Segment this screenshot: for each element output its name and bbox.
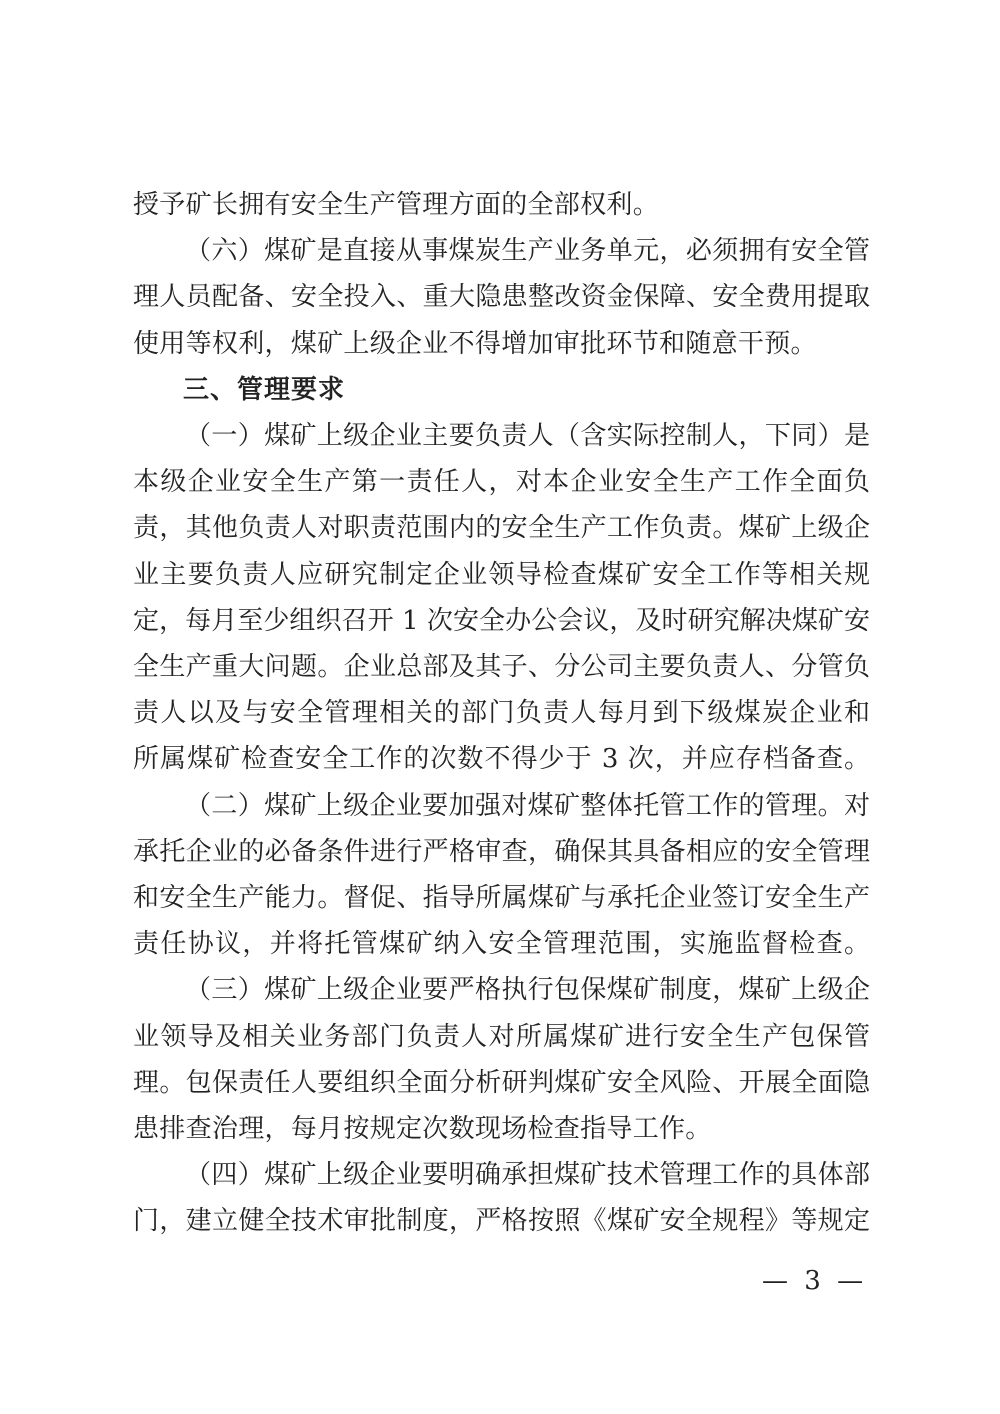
text-line: 授予矿长拥有安全生产管理方面的全部权利。	[133, 190, 660, 220]
text-line: 本级企业安全生产第一责任人，对本企业安全生产工作全面负	[133, 467, 870, 498]
text-line: （二）煤矿上级企业要加强对煤矿整体托管工作的管理。对	[185, 790, 870, 821]
text-line: 责任协议，并将托管煤矿纳入安全管理范围，实施监督检查。	[133, 929, 870, 960]
text-line: 业领导及相关业务部门负责人对所属煤矿进行安全生产包保管	[133, 1021, 870, 1052]
text-line: 责，其他负责人对职责范围内的安全生产工作负责。煤矿上级企	[133, 513, 870, 544]
text-line: 理。包保责任人要组织全面分析研判煤矿安全风险、开展全面隐	[133, 1067, 870, 1098]
text-line: （一）煤矿上级企业主要负责人（含实际控制人，下同）是	[185, 421, 870, 451]
text-line: 承托企业的必备条件进行严格审查，确保其具备相应的安全管理	[133, 836, 870, 867]
text-line: 理人员配备、安全投入、重大隐患整改资金保障、安全费用提取	[133, 282, 870, 313]
text-line: 所属煤矿检查安全工作的次数不得少于 3 次，并应存档备查。	[133, 744, 870, 775]
text-line: 定，每月至少组织召开 1 次安全办公会议，及时研究解决煤矿安	[133, 605, 870, 636]
text-line: （四）煤矿上级企业要明确承担煤矿技术管理工作的具体部	[185, 1160, 870, 1191]
text-line: 和安全生产能力。督促、指导所属煤矿与承托企业签订安全生产	[133, 883, 870, 913]
text-line: （六）煤矿是直接从事煤炭生产业务单元，必须拥有安全管	[185, 236, 870, 267]
text-line: 患排查治理，每月按规定次数现场检查指导工作。	[133, 1114, 712, 1144]
text-line: 业主要负责人应研究制定企业领导检查煤矿安全工作等相关规	[133, 559, 870, 590]
section-heading: 三、管理要求	[183, 374, 346, 405]
text-line: 全生产重大问题。企业总部及其子、分公司主要负责人、分管负	[133, 652, 870, 682]
page-number: — 3 —	[762, 1266, 868, 1296]
text-line: （三）煤矿上级企业要严格执行包保煤矿制度，煤矿上级企	[185, 975, 870, 1006]
text-line: 责人以及与安全管理相关的部门负责人每月到下级煤炭企业和	[133, 698, 870, 729]
text-line: 门，建立健全技术审批制度，严格按照《煤矿安全规程》等规定	[133, 1206, 870, 1237]
text-line: 使用等权利，煤矿上级企业不得增加审批环节和随意干预。	[133, 328, 817, 359]
